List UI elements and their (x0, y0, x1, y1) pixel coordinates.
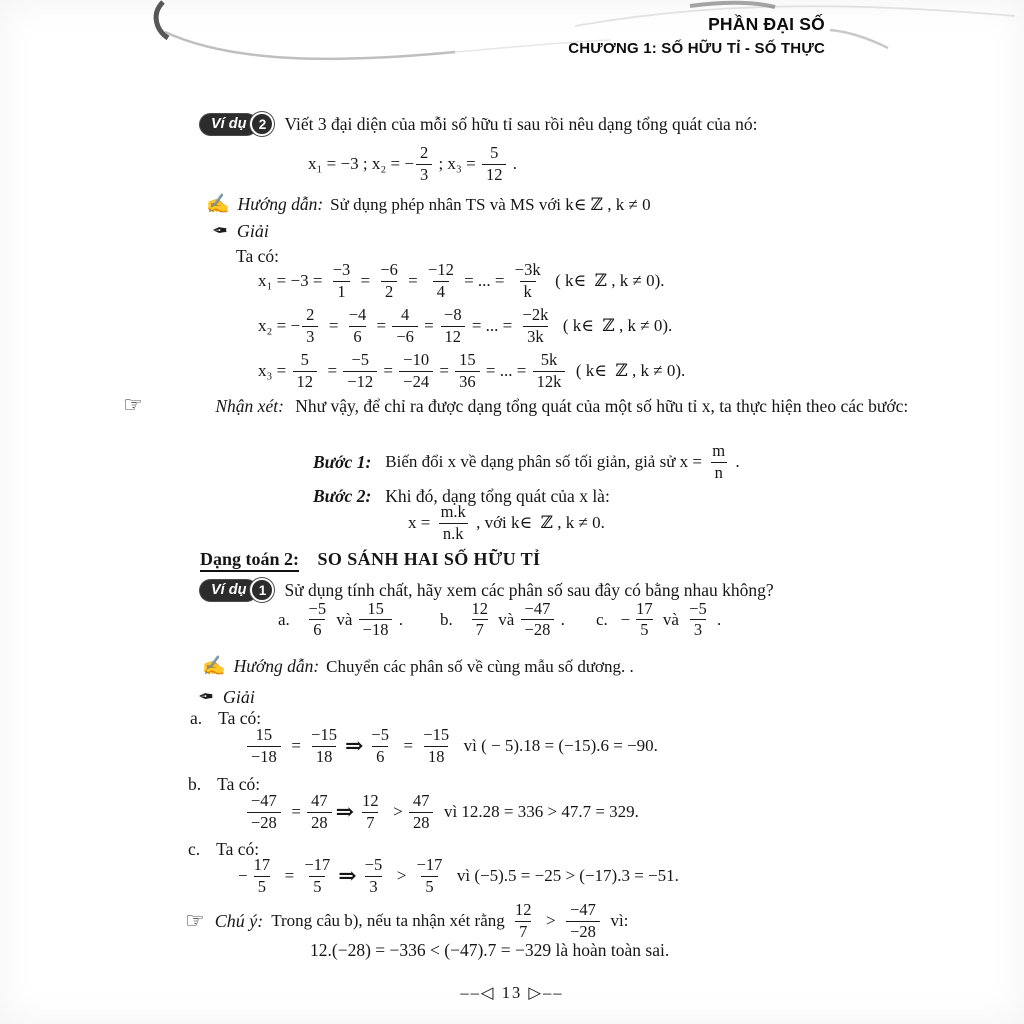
equation-x3: x₃ = $\frac{5}{12}$ = $\frac{-5}{-12}$ = $\frac{-10}{-24}$ = $\frac{15}{36}$ = ... = $\frac{5k}{12k}$ ( k∈ ℤ , k ≠ 0). (258, 350, 686, 391)
hint-label: Hướng dẫn: (233, 656, 320, 676)
chapter-title: CHƯƠNG 1: SỐ HỮU TỈ - SỐ THỰC (568, 40, 825, 57)
example2-taco: Ta có: (236, 246, 279, 266)
example1-prompt: Sử dụng tính chất, hãy xem các phân số sau đây có bằng nhau không? (284, 579, 774, 600)
example2-solution-heading (212, 220, 269, 243)
part-b-equation: $\frac{-47}{-28}$ = $\frac{47}{28}$ ⇒ $\frac{12}{7}$ > $\frac{47}{28}$ vì 12.28 = 336 > 47.7 = 329. (245, 788, 639, 836)
remark-text: Như vậy, để chỉ ra được dạng tổng quát của một số hữu tỉ x, ta thực hiện theo các bước: (295, 396, 909, 416)
step2-text: Khi đó, dạng tổng quát của x là: (385, 486, 610, 506)
example-badge-label: Ví dụ (200, 114, 257, 135)
part-c-taco: Ta có: (216, 839, 260, 859)
hint-label: Hướng dẫn: (237, 194, 324, 214)
example1-hint (202, 654, 634, 678)
general-form-formula: x = $\frac{m.k}{n.k}$ , với k∈ ℤ , k ≠ 0. (408, 502, 605, 543)
part-c-equation: − $\frac{17}{5}$ = $\frac{-17}{5}$ ⇒ $\frac{-5}{3}$ > $\frac{-17}{5}$ vì (−5).5 = −25 > (−17).3 = −51. (238, 855, 679, 896)
example2-given-equation: x₁ = −3 ; x₂ = − $\frac{2}{3}$ ; x₃ = $\frac{5}{12}$ . (308, 143, 517, 184)
option-b: b. $\frac{12}{7}$ và $\frac{-47}{-28}$ . (440, 599, 565, 640)
part-c-label: c. (188, 839, 201, 859)
section-heading (200, 549, 540, 570)
pointing-hand-icon: ☞ (185, 908, 205, 933)
option-c: c. − $\frac{17}{5}$ và $\frac{-5}{3}$ . (596, 599, 722, 640)
scan-scribble-decoration (0, 0, 1024, 160)
step2-label: Bước 2: (313, 486, 372, 506)
step1-text: Biến đổi x về dạng phân số tối giản, giả sử x = $\frac{m}{n}$ . (385, 441, 740, 482)
example2-heading (200, 112, 758, 136)
note-conclusion: 12.(−28) = −336 < (−47).7 = −329 là hoàn toàn sai. (310, 940, 670, 960)
example-badge-number: 2 (250, 112, 274, 136)
page-number: ––◁ 13 ▷–– (460, 983, 564, 1002)
option-a: a. $\frac{-5}{6}$ và $\frac{15}{-18}$ . (278, 599, 403, 640)
part-a-equation: $\frac{15}{-18}$ = $\frac{-15}{18}$ ⇒ $\frac{-5}{6}$ = $\frac{-15}{18}$ vì ( − 5).18 = (−15).6 = −90. (245, 722, 658, 770)
page-header (568, 14, 825, 57)
note-block (185, 896, 628, 946)
step1-row (313, 440, 740, 484)
writing-hand-icon: ✍ (202, 656, 226, 677)
step1-label: Bước 1: (313, 451, 372, 472)
part-a-label: a. (190, 708, 203, 728)
example2-prompt: Viết 3 đại diện của mỗi số hữu tỉ sau rồi nêu dạng tổng quát của nó: (284, 113, 758, 134)
section-subtitle: SO SÁNH HAI SỐ HỮU TỈ (317, 549, 541, 569)
remark-label: Nhận xét: (215, 396, 284, 416)
note-label: Chú ý: (214, 910, 264, 931)
solution-label: Giải (236, 221, 269, 241)
pen-icon: ✒ (198, 687, 214, 708)
equation-x2: x₂ = − $\frac{2}{3}$ = $\frac{-4}{6}$ = $\frac{4}{-6}$ = $\frac{-8}{12}$ = ... = $\frac{-2k}{3k}$ ( k∈ ℤ , k ≠ 0). (258, 305, 673, 346)
equation-x1: x₁ = −3 = $\frac{-3}{1}$ = $\frac{-6}{2}$ = $\frac{-12}{4}$ = ... = $\frac{-3k}{k}$ ( k∈ ℤ , k ≠ 0). (258, 260, 665, 301)
solution-label: Giải (222, 687, 255, 707)
part-title: PHẦN ĐẠI SỐ (708, 14, 825, 34)
example-badge (200, 112, 274, 136)
pen-icon: ✒ (212, 221, 228, 242)
example2-hint (206, 192, 651, 216)
note-text: Trong câu b), nếu ta nhận xét rằng $\frac{12}{7}$ > $\frac{-47}{-28}$ vì: (271, 900, 629, 941)
example1-options (200, 600, 840, 650)
example-badge-number: 1 (250, 578, 274, 602)
example-badge-label: Ví dụ (200, 580, 257, 601)
hint-text: Chuyển các phân số về cùng mẫu số dương. . (326, 657, 634, 676)
part-b-label: b. (188, 774, 202, 794)
hint-text: Sử dụng phép nhân TS và MS với k∈ ℤ , k ≠ 0 (330, 195, 651, 214)
example1-solution-heading (198, 686, 255, 709)
part-b-taco: Ta có: (217, 774, 261, 794)
section-title: Dạng toán 2: (200, 549, 299, 572)
writing-hand-icon: ✍ (206, 194, 230, 215)
remark-block: ☞ Nhận xét: Như vậy, để chỉ ra được dạng tổng quát của một số hữu tỉ x, ta thực hiện theo các bước: (123, 392, 909, 417)
example-badge (200, 578, 274, 602)
part-a-taco: Ta có: (218, 708, 262, 728)
